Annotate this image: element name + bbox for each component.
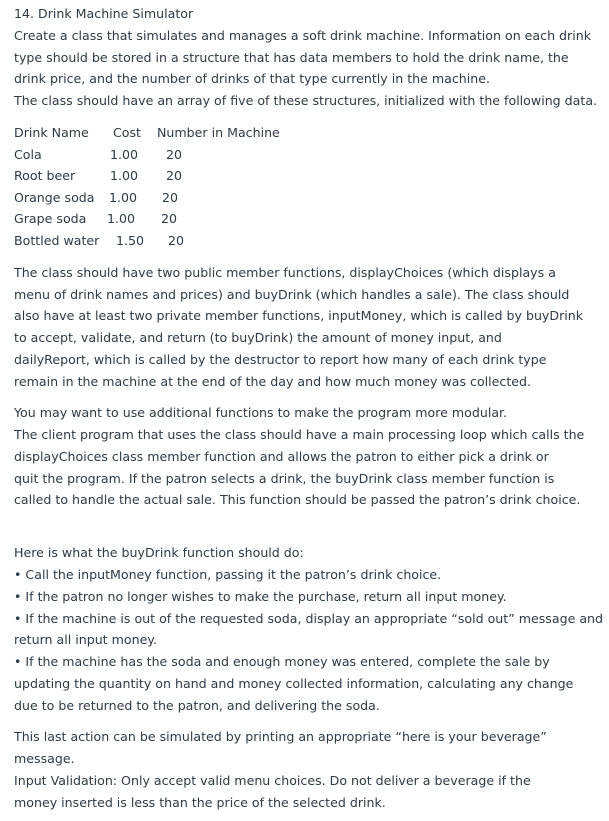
text-line: also have at least two private member functions, inputMoney, which is called by buyDrink <box>14 308 584 323</box>
table-cell-cost: 1.00 <box>110 147 139 162</box>
text-line: This last action can be simulated by printing an appropriate “here is your beverage” <box>14 729 547 744</box>
text-line: type should be stored in a structure that has data members to hold the drink name, the <box>14 50 569 65</box>
text-line: You may want to use additional functions to make the program more modular. <box>14 405 508 420</box>
text-line: updating the quantity on hand and money collected information, calculating any change <box>14 676 574 691</box>
text-line: quit the program. If the patron selects a drink, the buyDrink class member function is <box>14 471 555 486</box>
text-line: Create a class that simulates and manages a soft drink machine. Information on each drink <box>14 28 592 43</box>
table-header-name: Drink Name <box>14 125 89 140</box>
table-cell-count: 20 <box>162 190 179 205</box>
text-line: Here is what the buyDrink function should do: <box>14 545 304 560</box>
table-cell-name: Cola <box>14 147 42 162</box>
table-cell-name: Grape soda <box>14 211 87 226</box>
text-line: Input Validation: Only accept valid menu choices. Do not deliver a beverage if the <box>14 773 531 788</box>
table-cell-count: 20 <box>168 233 185 248</box>
table-cell-name: Orange soda <box>14 190 95 205</box>
text-line: displayChoices class member function and allows the patron to either pick a drink or <box>14 449 549 464</box>
text-line: called to handle the actual sale. This function should be passed the patron’s drink choice. <box>14 492 581 507</box>
bullet-item: • If the machine has the soda and enough money was entered, complete the sale by <box>14 654 550 669</box>
text-line: return all input money. <box>14 632 157 647</box>
text-line: drink price, and the number of drinks of that type currently in the machine. <box>14 71 490 86</box>
text-line: menu of drink names and prices) and buyDrink (which handles a sale). The class should <box>14 287 570 302</box>
text-line: due to be returned to the patron, and delivering the soda. <box>14 698 380 713</box>
page-title: 14. Drink Machine Simulator <box>14 6 194 21</box>
table-header-count: Number in Machine <box>157 125 280 140</box>
table-cell-count: 20 <box>166 147 183 162</box>
table-cell-cost: 1.00 <box>109 190 138 205</box>
table-cell-cost: 1.00 <box>107 211 136 226</box>
table-header-cost: Cost <box>113 125 141 140</box>
text-line: remain in the machine at the end of the day and how much money was collected. <box>14 374 532 389</box>
table-cell-name: Bottled water <box>14 233 100 248</box>
table-cell-cost: 1.50 <box>116 233 145 248</box>
table-cell-name: Root beer <box>14 168 76 183</box>
table-cell-count: 20 <box>166 168 183 183</box>
text-line: The class should have two public member functions, displayChoices (which displays a <box>14 265 556 280</box>
text-line: to accept, validate, and return (to buyDrink) the amount of money input, and <box>14 330 502 345</box>
text-line: money inserted is less than the price of the selected drink. <box>14 795 386 810</box>
table-cell-count: 20 <box>161 211 178 226</box>
bullet-item: • If the patron no longer wishes to make the purchase, return all input money. <box>14 589 507 604</box>
text-line: The client program that uses the class should have a main processing loop which calls the <box>14 427 585 442</box>
table-cell-cost: 1.00 <box>110 168 139 183</box>
bullet-item: • If the machine is out of the requested soda, display an appropriate “sold out” message and <box>14 611 604 626</box>
text-line: dailyReport, which is called by the destructor to report how many of each drink type <box>14 352 547 367</box>
text-line: The class should have an array of five of these structures, initialized with the following data. <box>14 93 598 108</box>
bullet-item: • Call the inputMoney function, passing it the patron’s drink choice. <box>14 567 442 582</box>
text-line: message. <box>14 751 75 766</box>
